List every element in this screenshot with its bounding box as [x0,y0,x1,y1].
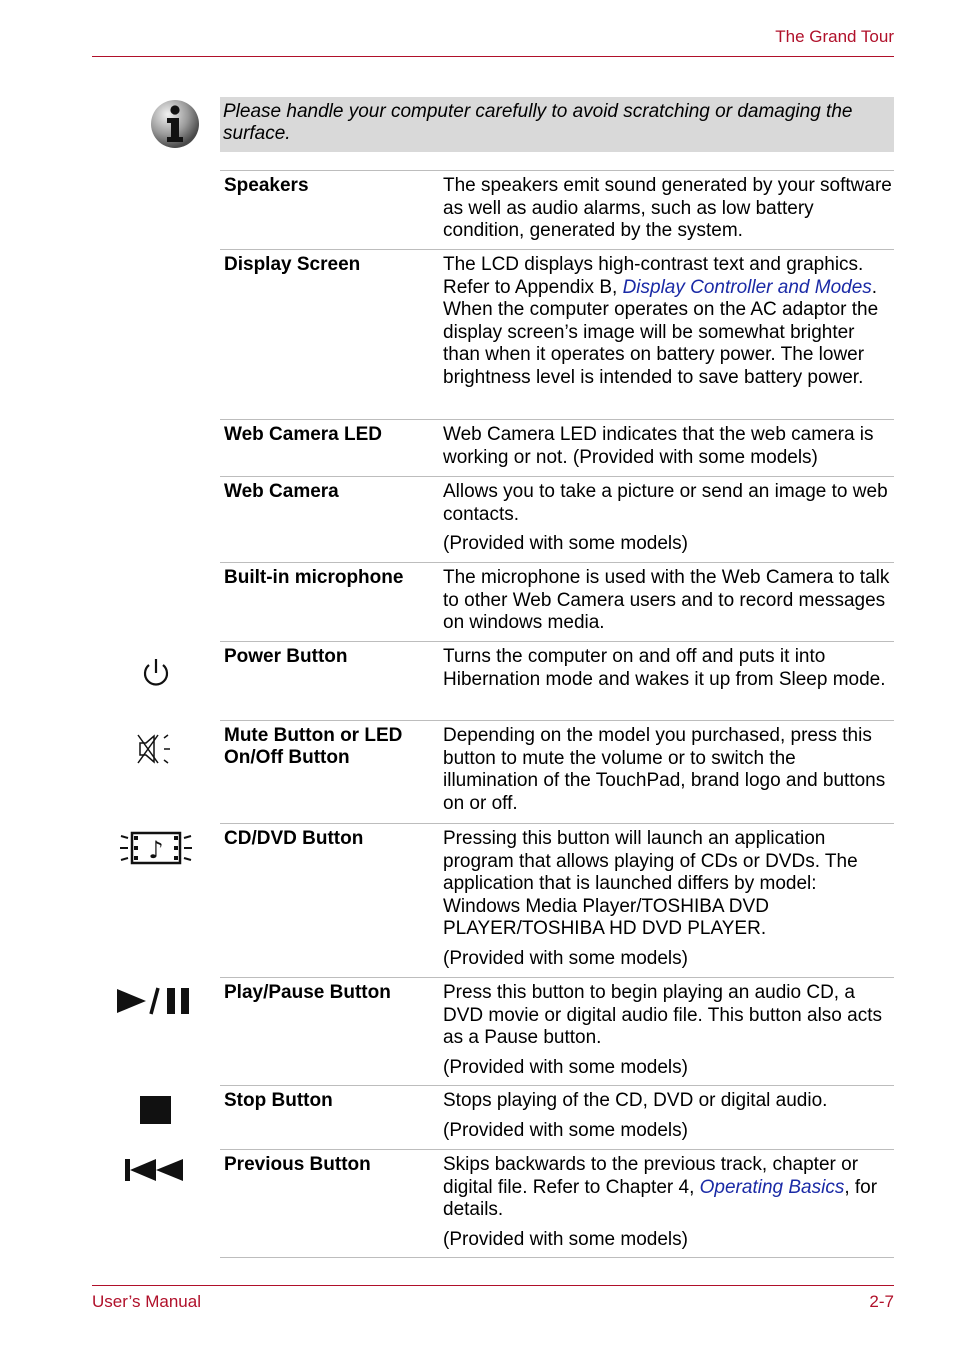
caution-note: Please handle your computer carefully to avoid scratching or damaging the surface. [220,97,894,152]
row-term: Play/Pause Button [224,982,391,1003]
row-description [443,567,894,641]
svg-text:♪: ♪ [148,836,164,864]
description-paragraph [443,1057,892,1080]
row-description [443,481,894,562]
row-term: Mute Button or LED On/Off Button [224,725,403,768]
row-term: Power Button [224,646,348,667]
header-rule [92,56,894,57]
row-description [443,828,894,977]
description-text: Skips backwards to the previous track, chapter or digital file. Refer to Chapter 4, [443,1154,859,1198]
description-text: Web Camera LED indicates that the web camera is working or not. (Provided with some models) [443,424,874,468]
table-row [220,477,894,563]
table-row [148,824,894,978]
description-text: Turns the computer on and off and puts it into Hibernation mode and wakes it up from Sleep mode. [443,646,886,690]
table-row [220,420,894,477]
table-row [220,1086,894,1150]
description-text: Press this button to begin playing an audio CD, a DVD movie or digital audio file. This button also acts as a Pause button. [443,982,882,1049]
row-description [443,725,894,823]
row-description [443,254,894,419]
description-paragraph [443,424,892,469]
description-text: . When the computer operates on the AC adaptor the display screen’s image will be somewhat brighter than when it operates on battery power. The lower brightness level is intended to save battery power. [443,276,879,388]
description-text: The speakers emit sound generated by your software as well as audio alarms, such as low battery condition, generated by the system. [443,175,892,242]
row-term: Web Camera LED [224,424,383,445]
description-paragraph [443,1120,892,1143]
table-row [220,250,894,420]
cross-reference-link[interactable]: Operating Basics [699,1176,845,1198]
description-text: Pressing this button will launch an application program that allows playing of CDs or DVDs. The application that is launched differs by model: Windows Media Player/TOSHIBA DVD PLAYER/TOSHIBA HD DVD PLAYER. [443,828,858,940]
description-text: The LCD displays high-contrast text and graphics. Refer to Appendix B, [443,254,864,298]
table-row [220,1150,894,1258]
row-description [443,982,894,1085]
power-icon [139,656,173,695]
cross-reference-link[interactable]: Display Controller and Modes [622,276,872,298]
description-paragraph [443,1154,892,1222]
table-row [220,642,894,721]
row-term: Display Screen [224,254,361,275]
row-term: Web Camera [224,481,339,502]
info-icon [150,99,200,149]
description-paragraph [443,175,892,243]
mute-icon [134,729,174,774]
description-paragraph [443,828,892,941]
row-description [443,175,894,249]
row-term: Speakers [224,175,309,196]
play-pause-icon [115,986,195,1021]
description-text: (Provided with some models) [443,1228,688,1250]
previous-icon [123,1157,187,1188]
description-text: (Provided with some models) [443,947,688,969]
table-row [220,721,894,824]
row-description [443,1090,894,1149]
description-paragraph [443,1090,892,1113]
table-row [220,978,894,1086]
description-paragraph [443,567,892,635]
stop-icon [139,1095,173,1130]
row-term: Previous Button [224,1154,371,1175]
page-header-title: The Grand Tour [775,27,894,46]
footer-manual-title: User’s Manual [92,1292,201,1311]
description-paragraph [443,254,892,390]
description-paragraph [443,948,892,971]
row-term: CD/DVD Button [224,828,364,849]
page-number: 2-7 [869,1292,894,1311]
description-paragraph [443,481,892,526]
table-row [220,563,894,642]
description-text: Allows you to take a picture or send an image to web contacts. [443,481,888,525]
row-term: Built-in microphone [224,567,404,588]
description-paragraph [443,646,892,691]
description-paragraph [443,533,892,556]
description-text: The microphone is used with the Web Camera to talk to other Web Camera users and to record messages on windows media. [443,567,890,634]
cd-dvd-icon [118,828,194,873]
row-description [443,424,894,476]
description-text: Stops playing of the CD, DVD or digital audio. [443,1090,828,1111]
row-term: Stop Button [224,1090,333,1111]
description-paragraph [443,1229,892,1252]
row-description [443,646,894,720]
description-text: (Provided with some models) [443,1056,688,1078]
description-text: (Provided with some models) [443,1119,688,1141]
table-row [220,171,894,250]
footer-rule [92,1285,894,1286]
description-paragraph [443,725,892,815]
description-paragraph [443,982,892,1050]
row-description [443,1154,894,1257]
description-text: (Provided with some models) [443,533,688,555]
description-text: Depending on the model you purchased, press this button to mute the volume or to switch the illumination of the TouchPad, brand logo and buttons on or off. [443,725,886,814]
description-text: , for details. [443,1176,878,1221]
component-table [148,170,894,1258]
